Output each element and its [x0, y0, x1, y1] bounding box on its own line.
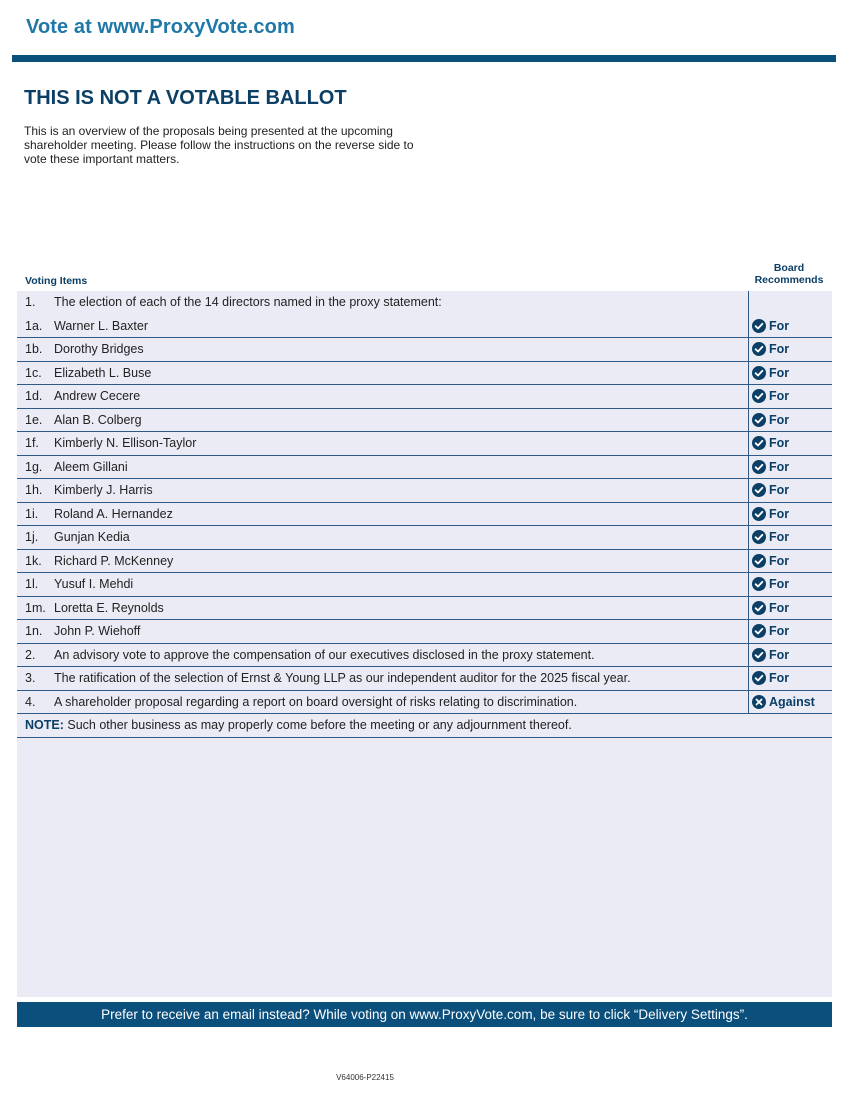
item-number: 1i. [25, 506, 39, 521]
check-circle-icon [752, 577, 766, 591]
recommendation-cell [748, 691, 815, 714]
item-number: 1e. [25, 412, 43, 427]
recommendation-label: For [769, 577, 790, 592]
item-text: Alan B. Colberg [54, 412, 142, 427]
recommendation-label: For [769, 671, 790, 686]
table-row [17, 338, 832, 362]
recommendation-label: For [769, 365, 790, 380]
recommendation-label: For [769, 506, 790, 521]
table-row-intro [17, 291, 832, 315]
recommendation-cell [748, 526, 789, 549]
table-row [17, 644, 832, 668]
recommendation-cell [748, 409, 789, 432]
item-text: John P. Wiehoff [54, 624, 141, 638]
item-number: 1k. [25, 553, 42, 568]
recommendation-label: For [769, 624, 790, 639]
table-row [17, 385, 832, 409]
recommendation-cell [748, 597, 789, 620]
check-circle-icon [752, 366, 766, 380]
item-number: 1. [25, 295, 36, 309]
item-number: 1m. [25, 600, 46, 615]
item-number: 1c. [25, 365, 42, 380]
recommendation-cell [748, 620, 789, 643]
note-row [17, 714, 832, 738]
table-row [17, 456, 832, 480]
table-row [17, 691, 832, 715]
table-row [17, 503, 832, 527]
table-row [17, 573, 832, 597]
check-circle-icon [752, 648, 766, 662]
recommendation-cell [748, 550, 789, 573]
table-row [17, 597, 832, 621]
recommendation-label: For [769, 483, 790, 498]
item-text: A shareholder proposal regarding a report on board oversight of risks relating to discrimination. [54, 694, 578, 709]
item-number: 1d. [25, 389, 43, 403]
recommendation-cell [748, 667, 789, 690]
document-id: V64006-P22415 [336, 1073, 394, 1082]
recommendation-label: For [769, 553, 790, 568]
table-row [17, 409, 832, 433]
recommendation-cell [748, 573, 789, 596]
table-row [17, 315, 832, 339]
check-circle-icon [752, 554, 766, 568]
recommendation-cell [748, 362, 789, 385]
check-circle-icon [752, 389, 766, 403]
item-text: Aleem Gillani [54, 459, 128, 474]
recommendation-label: For [769, 459, 790, 474]
board-recommends-header [748, 262, 830, 286]
table-row [17, 362, 832, 386]
note-label: NOTE: [25, 718, 64, 732]
recommendation-label: For [769, 647, 790, 662]
recommendation-cell [748, 315, 789, 338]
recommendation-cell [748, 644, 789, 667]
recommendation-label: For [769, 342, 790, 357]
table-row [17, 620, 832, 644]
voting-items-header: Voting Items [25, 275, 88, 287]
recommendation-cell [748, 456, 789, 479]
intro-text: This is an overview of the proposals being presented at the upcoming shareholder meeting. Please follow the instructions on the reverse side to vote these important matters. [24, 124, 414, 166]
item-number: 1f. [25, 436, 39, 450]
item-number: 1h. [25, 483, 43, 497]
recommendation-cell [748, 503, 789, 526]
recommendation-cell [748, 291, 752, 315]
item-text: Kimberly J. Harris [54, 483, 153, 497]
item-text: Kimberly N. Ellison-Taylor [54, 436, 197, 450]
table-row [17, 479, 832, 503]
check-circle-icon [752, 530, 766, 544]
check-circle-icon [752, 413, 766, 427]
recommendation-cell [748, 479, 789, 502]
item-text: Elizabeth L. Buse [54, 365, 152, 380]
item-number: 4. [25, 694, 36, 709]
item-text: Dorothy Bridges [54, 342, 144, 356]
check-circle-icon [752, 601, 766, 615]
item-number: 1j. [25, 530, 39, 544]
item-text: The election of each of the 14 directors named in the proxy statement: [54, 295, 442, 309]
x-circle-icon [752, 695, 766, 709]
page-title: THIS IS NOT A VOTABLE BALLOT [24, 87, 347, 109]
item-text: Andrew Cecere [54, 389, 141, 403]
item-text: Richard P. McKenney [54, 553, 174, 568]
recommendation-cell [748, 338, 789, 361]
item-text: Gunjan Kedia [54, 530, 130, 544]
voting-items-table [17, 291, 832, 738]
item-text: Loretta E. Reynolds [54, 600, 164, 615]
item-text: The ratification of the selection of Ernst & Young LLP as our independent auditor for the 2025 fiscal year. [54, 671, 631, 685]
item-number: 1a. [25, 318, 43, 333]
board-header-line1: Board [773, 262, 805, 274]
recommendation-label: For [769, 530, 790, 545]
item-number: 1g. [25, 459, 43, 474]
item-text: Roland A. Hernandez [54, 506, 173, 521]
check-circle-icon [752, 460, 766, 474]
header-divider-bar [12, 55, 836, 62]
item-text: An advisory vote to approve the compensation of our executives disclosed in the proxy statement. [54, 647, 595, 662]
recommendation-label: Against [769, 694, 815, 709]
recommendation-label: For [769, 318, 790, 333]
item-text: Warner L. Baxter [54, 318, 149, 333]
email-delivery-banner: Prefer to receive an email instead? While voting on www.ProxyVote.com, be sure to click “Delivery Settings”. [17, 1002, 832, 1027]
board-header-line2: Recommends [754, 274, 824, 286]
recommendation-cell [748, 432, 789, 455]
item-number: 1b. [25, 342, 43, 356]
check-circle-icon [752, 483, 766, 497]
note-text: Such other business as may properly come before the meeting or any adjournment thereof. [63, 718, 572, 732]
item-number: 1n. [25, 624, 43, 638]
proxyvote-link[interactable]: Vote at www.ProxyVote.com [26, 16, 295, 38]
note-text-wrapper [25, 718, 572, 732]
table-row [17, 667, 832, 691]
check-circle-icon [752, 624, 766, 638]
item-number: 1l. [25, 577, 39, 591]
check-circle-icon [752, 342, 766, 356]
table-row [17, 432, 832, 456]
recommendation-label: For [769, 389, 790, 404]
recommendation-label: For [769, 436, 790, 451]
recommendation-label: For [769, 412, 790, 427]
item-text: Yusuf I. Mehdi [54, 577, 134, 591]
recommendation-label: For [769, 600, 790, 615]
check-circle-icon [752, 319, 766, 333]
table-row [17, 550, 832, 574]
check-circle-icon [752, 671, 766, 685]
item-number: 2. [25, 647, 36, 662]
recommendation-cell [748, 385, 789, 408]
item-number: 3. [25, 671, 36, 685]
check-circle-icon [752, 436, 766, 450]
check-circle-icon [752, 507, 766, 521]
table-row [17, 526, 832, 550]
